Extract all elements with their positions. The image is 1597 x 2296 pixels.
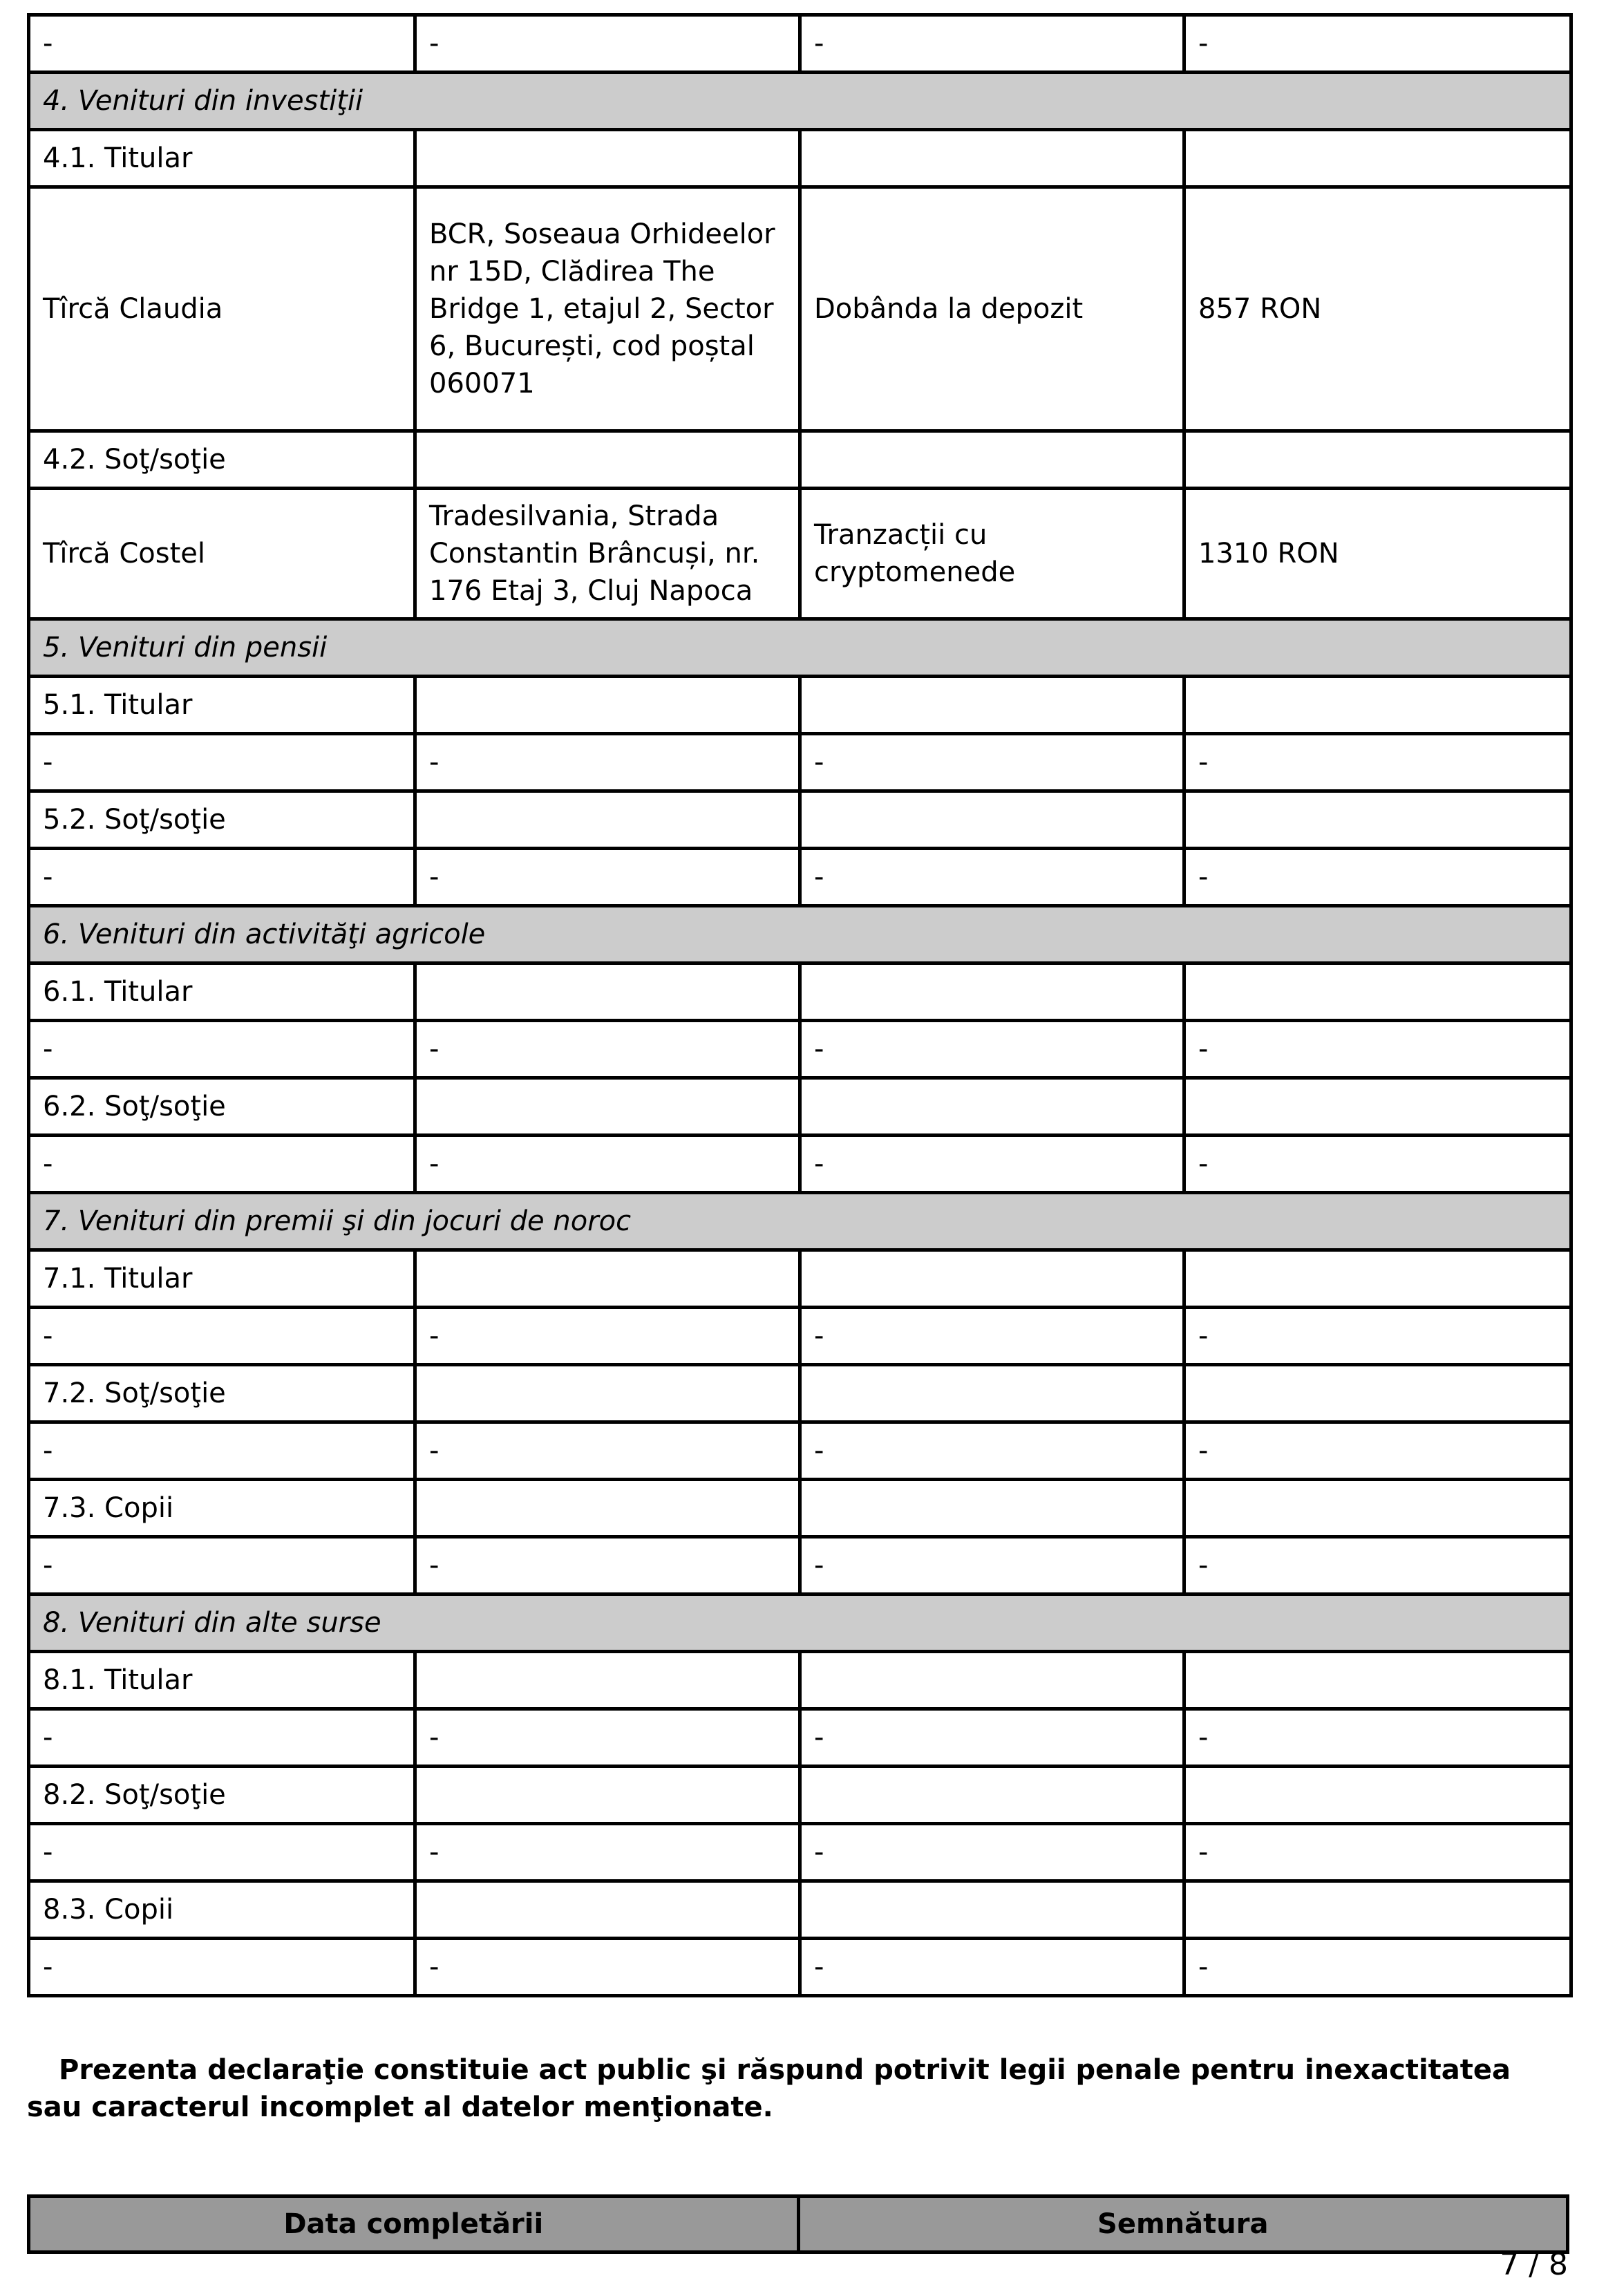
income-cell — [1184, 1480, 1571, 1537]
income-cell: - — [1184, 15, 1571, 73]
source-cell — [415, 130, 800, 187]
source-cell — [415, 1365, 800, 1422]
income-cell: - — [1184, 1021, 1571, 1078]
table-row — [29, 1881, 1571, 1939]
table-row — [29, 431, 1571, 489]
owner-cell: Tîrcă Costel — [29, 489, 415, 619]
service-cell — [800, 1881, 1184, 1939]
section-header: 6. Venituri din activităţi agricole — [29, 906, 1571, 963]
income-cell: - — [1184, 1537, 1571, 1594]
signature-table — [27, 2194, 1569, 2254]
income-cell: - — [1184, 1939, 1571, 1996]
income-cell — [1184, 431, 1571, 489]
owner-cell: 7.1. Titular — [29, 1250, 415, 1308]
owner-cell: 5.1. Titular — [29, 677, 415, 734]
income-cell: - — [1184, 734, 1571, 791]
income-cell — [1184, 1652, 1571, 1709]
source-cell: - — [415, 1308, 800, 1365]
service-cell: - — [800, 1308, 1184, 1365]
service-cell: - — [800, 1422, 1184, 1480]
service-cell — [800, 1250, 1184, 1308]
table-row — [29, 489, 1571, 619]
income-cell — [1184, 677, 1571, 734]
table-row — [29, 1537, 1571, 1594]
table-row — [29, 849, 1571, 906]
income-table-body — [29, 15, 1571, 1996]
table-row — [29, 1136, 1571, 1193]
owner-cell: 8.1. Titular — [29, 1652, 415, 1709]
table-row — [29, 1767, 1571, 1824]
owner-cell: 4.2. Soţ/soţie — [29, 431, 415, 489]
source-cell — [415, 1767, 800, 1824]
service-cell — [800, 1365, 1184, 1422]
source-cell: BCR, Soseaua Orhideelor nr 15D, Clădirea The Bridge 1, etajul 2, Sector 6, București, cod poștal 060071 — [415, 187, 800, 431]
owner-cell: 8.2. Soţ/soţie — [29, 1767, 415, 1824]
service-cell — [800, 963, 1184, 1021]
service-cell: - — [800, 1824, 1184, 1881]
owner-cell: - — [29, 1939, 415, 1996]
table-row — [29, 1480, 1571, 1537]
income-cell — [1184, 1365, 1571, 1422]
service-cell: - — [800, 734, 1184, 791]
service-cell: - — [800, 15, 1184, 73]
declaration-statement: Prezenta declaraţie constituie act public şi răspund potrivit legii penale pentru inexactitatea sau caracterul incomplet al datelor menţionate. — [27, 2054, 1511, 2123]
source-cell: - — [415, 1537, 800, 1594]
owner-cell: 6.2. Soţ/soţie — [29, 1078, 415, 1136]
source-cell: - — [415, 1709, 800, 1767]
source-cell — [415, 963, 800, 1021]
service-cell — [800, 677, 1184, 734]
source-cell: - — [415, 1824, 800, 1881]
table-row — [29, 1021, 1571, 1078]
service-cell — [800, 130, 1184, 187]
income-cell — [1184, 791, 1571, 849]
service-cell: - — [800, 1136, 1184, 1193]
source-cell — [415, 1652, 800, 1709]
income-cell: - — [1184, 1136, 1571, 1193]
source-cell: - — [415, 734, 800, 791]
owner-cell: - — [29, 1709, 415, 1767]
source-cell: Tradesilvania, Strada Constantin Brâncuși, nr. 176 Etaj 3, Cluj Napoca — [415, 489, 800, 619]
service-cell: - — [800, 849, 1184, 906]
table-row — [29, 1422, 1571, 1480]
income-cell: - — [1184, 849, 1571, 906]
owner-cell: 4.1. Titular — [29, 130, 415, 187]
income-cell: - — [1184, 1422, 1571, 1480]
table-row — [29, 1652, 1571, 1709]
table-row — [29, 677, 1571, 734]
income-cell: - — [1184, 1709, 1571, 1767]
table-row — [29, 1939, 1571, 1996]
section-header-row — [29, 1594, 1571, 1652]
section-header-row — [29, 906, 1571, 963]
service-cell: - — [800, 1021, 1184, 1078]
owner-cell: - — [29, 15, 415, 73]
owner-cell: 8.3. Copii — [29, 1881, 415, 1939]
source-cell: - — [415, 1136, 800, 1193]
source-cell — [415, 431, 800, 489]
service-cell — [800, 1480, 1184, 1537]
table-row — [29, 130, 1571, 187]
owner-cell: - — [29, 1308, 415, 1365]
service-cell: Tranzacții cu cryptomenede — [800, 489, 1184, 619]
source-cell — [415, 1881, 800, 1939]
source-cell — [415, 1078, 800, 1136]
section-header: 8. Venituri din alte surse — [29, 1594, 1571, 1652]
source-cell — [415, 677, 800, 734]
table-row — [29, 791, 1571, 849]
owner-cell: 7.3. Copii — [29, 1480, 415, 1537]
service-cell: Dobânda la depozit — [800, 187, 1184, 431]
income-cell: - — [1184, 1824, 1571, 1881]
table-row — [29, 963, 1571, 1021]
income-cell — [1184, 1078, 1571, 1136]
section-header-row — [29, 73, 1571, 130]
income-table — [27, 13, 1573, 1997]
signature-row — [29, 2196, 1568, 2252]
owner-cell: 7.2. Soţ/soţie — [29, 1365, 415, 1422]
owner-cell: - — [29, 1136, 415, 1193]
income-cell: - — [1184, 1308, 1571, 1365]
table-row — [29, 15, 1571, 73]
source-cell: - — [415, 849, 800, 906]
income-cell — [1184, 130, 1571, 187]
signature-header: Semnătura — [798, 2196, 1568, 2252]
date-completed-header: Data completării — [29, 2196, 799, 2252]
section-header: 7. Venituri din premii şi din jocuri de noroc — [29, 1193, 1571, 1250]
owner-cell: Tîrcă Claudia — [29, 187, 415, 431]
source-cell: - — [415, 1939, 800, 1996]
table-row — [29, 187, 1571, 431]
service-cell — [800, 1652, 1184, 1709]
owner-cell: - — [29, 849, 415, 906]
owner-cell: - — [29, 1824, 415, 1881]
table-row — [29, 1365, 1571, 1422]
income-cell — [1184, 1881, 1571, 1939]
service-cell — [800, 791, 1184, 849]
owner-cell: - — [29, 1422, 415, 1480]
service-cell: - — [800, 1709, 1184, 1767]
section-header-row — [29, 1193, 1571, 1250]
income-cell — [1184, 1767, 1571, 1824]
table-row — [29, 1078, 1571, 1136]
source-cell — [415, 791, 800, 849]
service-cell: - — [800, 1939, 1184, 1996]
table-row — [29, 1709, 1571, 1767]
owner-cell: - — [29, 1537, 415, 1594]
table-row — [29, 1308, 1571, 1365]
table-row — [29, 1824, 1571, 1881]
owner-cell: - — [29, 1021, 415, 1078]
table-row — [29, 1250, 1571, 1308]
source-cell — [415, 1480, 800, 1537]
section-header: 4. Venituri din investiţii — [29, 73, 1571, 130]
owner-cell: 6.1. Titular — [29, 963, 415, 1021]
service-cell — [800, 431, 1184, 489]
section-header: 5. Venituri din pensii — [29, 619, 1571, 677]
table-row — [29, 734, 1571, 791]
source-cell — [415, 1250, 800, 1308]
service-cell — [800, 1078, 1184, 1136]
source-cell: - — [415, 1021, 800, 1078]
source-cell: - — [415, 1422, 800, 1480]
source-cell: - — [415, 15, 800, 73]
income-cell — [1184, 963, 1571, 1021]
income-cell: 1310 RON — [1184, 489, 1571, 619]
income-cell: 857 RON — [1184, 187, 1571, 431]
owner-cell: - — [29, 734, 415, 791]
service-cell — [800, 1767, 1184, 1824]
page-indicator: 7 / 8 — [1500, 2247, 1568, 2282]
income-cell — [1184, 1250, 1571, 1308]
owner-cell: 5.2. Soţ/soţie — [29, 791, 415, 849]
section-header-row — [29, 619, 1571, 677]
service-cell: - — [800, 1537, 1184, 1594]
